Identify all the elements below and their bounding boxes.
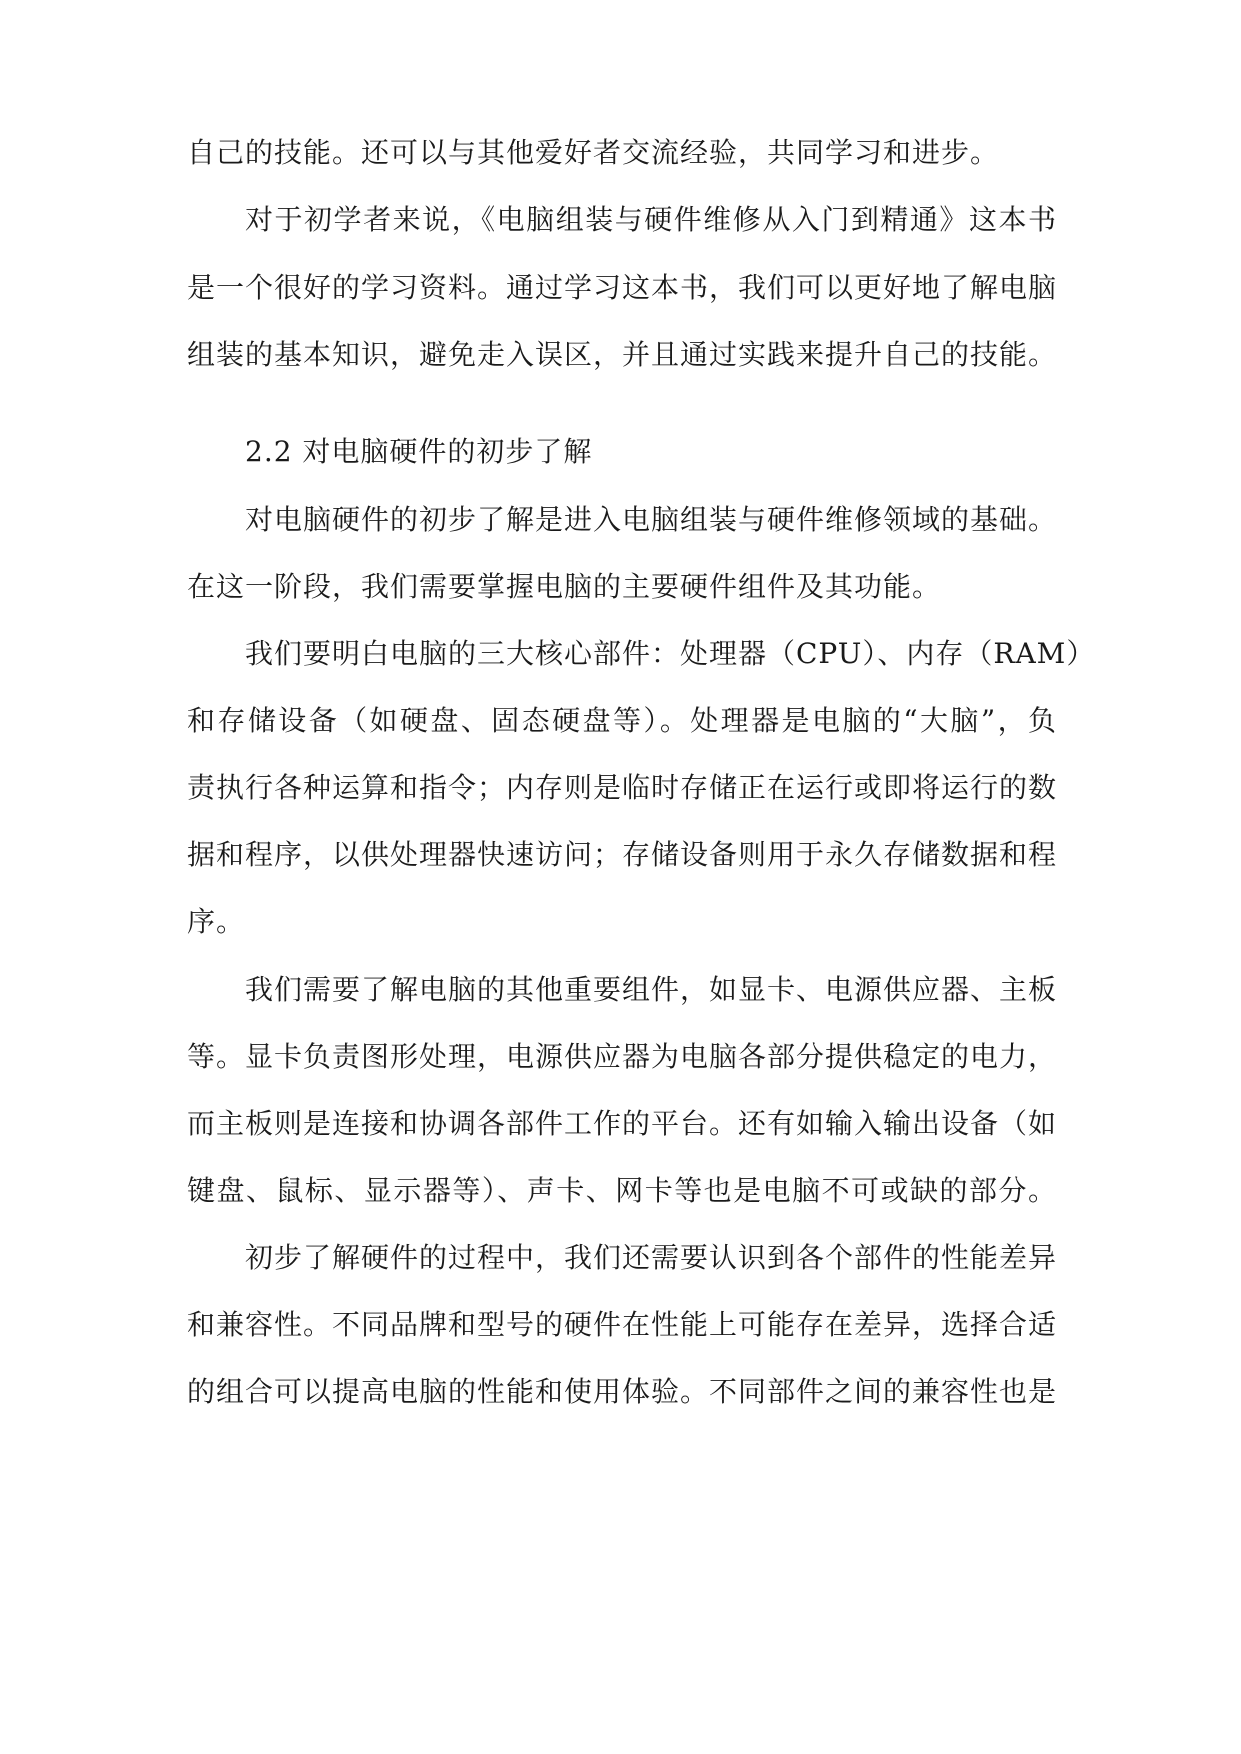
- text-line: 组装的基本知识，避免走入误区，并且通过实践来提升自己的技能。: [187, 338, 1058, 371]
- section-heading: 2.2 对电脑硬件的初步了解: [245, 435, 593, 468]
- text-line: 键盘、鼠标、显示器等）、声卡、网卡等也是电脑不可或缺的部分。: [187, 1174, 1057, 1207]
- text-line: 对电脑硬件的初步了解是进入电脑组装与硬件维修领域的基础。: [245, 503, 1058, 536]
- text-line: 我们要明白电脑的三大核心部件：处理器（CPU）、内存（RAM）: [245, 637, 1096, 670]
- text-line: 和存储设备（如硬盘、固态硬盘等）。处理器是电脑的“大脑”，负: [187, 704, 1057, 737]
- text-line: 的组合可以提高电脑的性能和使用体验。不同部件之间的兼容性也是: [187, 1375, 1058, 1408]
- text-line: 和兼容性。不同品牌和型号的硬件在性能上可能存在差异，选择合适: [187, 1308, 1058, 1341]
- text-line: 据和程序，以供处理器快速访问；存储设备则用于永久存储数据和程: [187, 838, 1058, 871]
- text-line: 在这一阶段，我们需要掌握电脑的主要硬件组件及其功能。: [187, 570, 942, 603]
- text-line: 初步了解硬件的过程中，我们还需要认识到各个部件的性能差异: [245, 1241, 1058, 1274]
- text-line: 等。显卡负责图形处理，电源供应器为电脑各部分提供稳定的电力，: [187, 1040, 1058, 1073]
- text-line: 对于初学者来说，《电脑组装与硬件维修从入门到精通》这本书: [245, 203, 1057, 236]
- text-line: 责执行各种运算和指令；内存则是临时存储正在运行或即将运行的数: [187, 771, 1058, 804]
- text-line: 自己的技能。还可以与其他爱好者交流经验，共同学习和进步。: [187, 136, 1000, 169]
- text-line: 序。: [187, 905, 246, 938]
- text-line: 我们需要了解电脑的其他重要组件，如显卡、电源供应器、主板: [245, 973, 1058, 1006]
- text-line: 而主板则是连接和协调各部件工作的平台。还有如输入输出设备（如: [187, 1107, 1058, 1140]
- text-line: 是一个很好的学习资料。通过学习这本书，我们可以更好地了解电脑: [187, 271, 1058, 304]
